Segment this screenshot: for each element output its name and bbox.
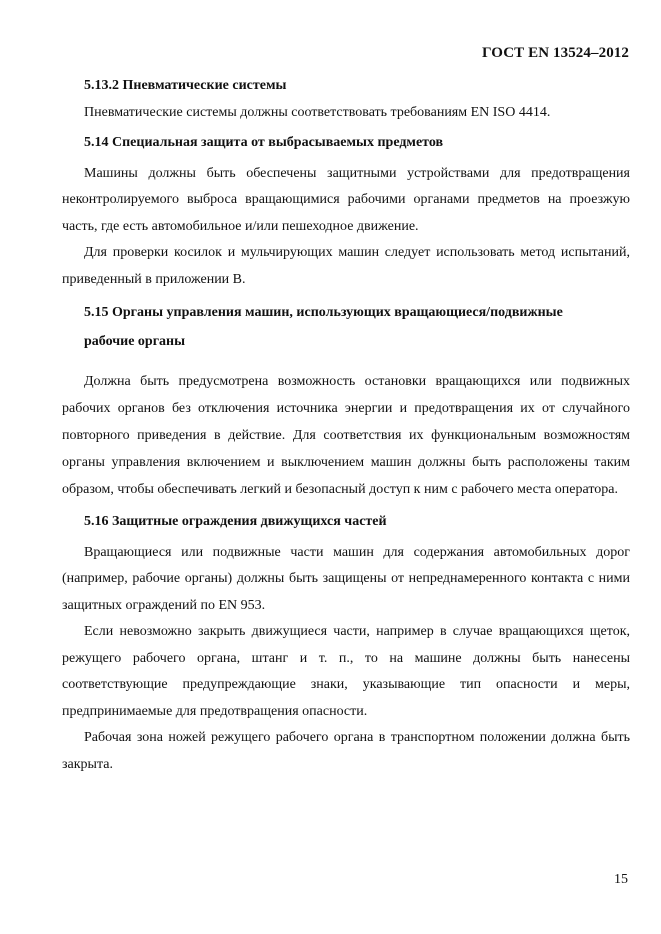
paragraph: Для проверки косилок и мульчирующих машин следует использовать метод испытаний, приведенный в приложении B. bbox=[62, 245, 630, 287]
page-content bbox=[62, 73, 630, 778]
paragraph: Пневматические системы должны соответствовать требованиям EN ISO 4414. bbox=[84, 104, 551, 120]
paragraph: Если невозможно закрыть движущиеся части, например в случае вращающихся щеток, режущего рабочего органа, штанг и т. п., то на машине должны быть нанесены соответствующие предупреждающие знаки, указывающие тип опасности и меры, предпринимаемые для предотвращения опасности. bbox=[62, 624, 630, 719]
paragraph: Машины должны быть обеспечены защитными устройствами для предотвращения неконтролируемого выброса вращающимися рабочими органами предметов на проезжую часть, где есть автомобильное и/или пешеходное движение. bbox=[62, 165, 630, 234]
heading-5-15 bbox=[62, 298, 630, 356]
heading-line: рабочие органы bbox=[84, 334, 186, 349]
heading-line: 5.15 Органы управления машин, использующих вращающиеся/подвижные bbox=[84, 305, 563, 320]
paragraph: Должна быть предусмотрена возможность остановки вращающихся или подвижных рабочих органов без отключения источника энергии и предотвращения их от случайного повторного приведения в действие. Для соответствия их функциональным возможностям органы управления включением и выключением машин должны быть расположены таким образом, чтобы обеспечивать легкий и безопасный доступ к ним с рабочего места оператора. bbox=[62, 374, 630, 497]
paragraph: Вращающиеся или подвижные части машин для содержания автомобильных дорог (например, рабочие органы) должны быть защищены от непреднамеренного контакта с ними защитных ограждений по EN 953. bbox=[62, 544, 630, 613]
heading-5-13-2: 5.13.2 Пневматические системы bbox=[84, 78, 287, 93]
standard-code: ГОСТ EN 13524–2012 bbox=[482, 45, 629, 61]
paragraph: Рабочая зона ножей режущего рабочего органа в транспортном положении должна быть закрыта. bbox=[62, 730, 630, 772]
page-number: 15 bbox=[614, 872, 628, 887]
heading-5-16: 5.16 Защитные ограждения движущихся частей bbox=[84, 514, 387, 529]
heading-5-14: 5.14 Специальная защита от выбрасываемых предметов bbox=[84, 135, 444, 150]
